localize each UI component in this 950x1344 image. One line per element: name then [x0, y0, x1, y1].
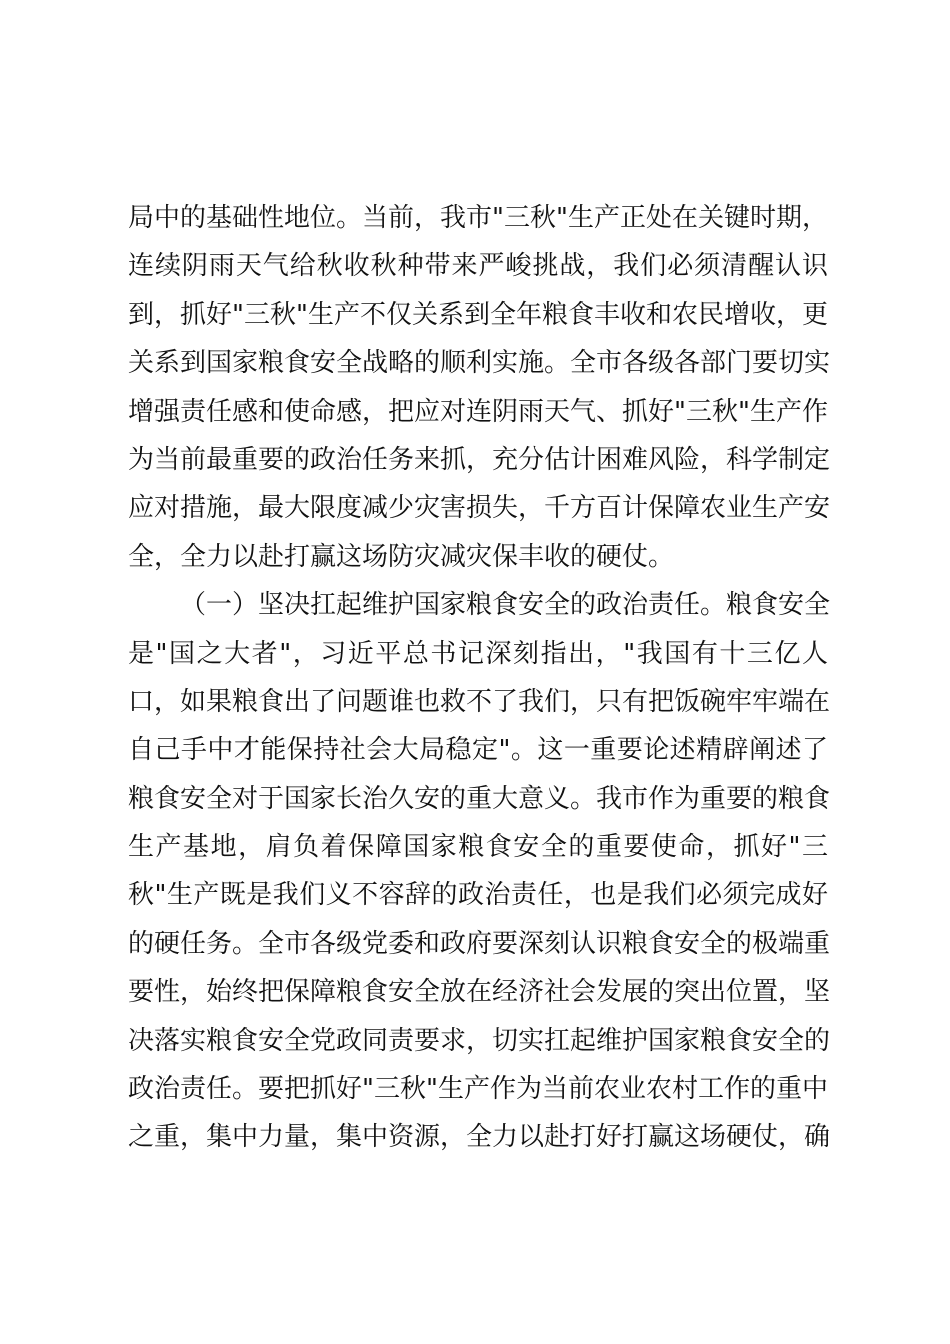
- text-line: 生产基地，肩负着保障国家粮食安全的重要使命，抓好"三: [128, 832, 828, 863]
- text-line: 政治责任。要把抓好"三秋"生产作为当前农业农村工作的重中: [128, 1074, 828, 1105]
- text-line: 的硬任务。全市各级党委和政府要深刻认识粮食安全的极端重: [128, 928, 831, 959]
- text-line: 应对措施，最大限度减少灾害损失，千方百计保障农业生产安: [128, 493, 831, 524]
- text-line: 全，全力以赴打赢这场防灾减灾保丰收的硬仗。: [128, 541, 675, 572]
- section-heading-line: （一）坚决扛起维护国家粮食安全的政治责任。粮食安全: [180, 590, 831, 621]
- text-line: 决落实粮食安全党政同责要求，切实扛起维护国家粮食安全的: [128, 1025, 831, 1056]
- paragraph-2: [128, 581, 831, 1162]
- text-line: 是"国之大者"，习近平总书记深刻指出，"我国有十三亿人: [128, 638, 828, 669]
- text-line: 口，如果粮食出了问题谁也救不了我们，只有把饭碗牢牢端在: [128, 686, 831, 717]
- text-line: 要性，始终把保障粮食安全放在经济社会发展的突出位置，坚: [128, 977, 831, 1008]
- text-line: 关系到国家粮食安全战略的顺利实施。全市各级各部门要切实: [128, 348, 831, 379]
- text-line: 到，抓好"三秋"生产不仅关系到全年粮食丰收和农民增收，更: [128, 299, 828, 330]
- text-line: 连续阴雨天气给秋收秋种带来严峻挑战，我们必须清醒认识: [128, 251, 828, 282]
- text-line: 为当前最重要的政治任务来抓，充分估计困难风险，科学制定: [128, 444, 831, 475]
- text-line: 粮食安全对于国家长治久安的重大意义。我市作为重要的粮食: [128, 783, 831, 814]
- text-line: 秋"生产既是我们义不容辞的政治责任，也是我们必须完成好: [128, 880, 828, 911]
- body-text: [128, 194, 831, 1162]
- text-line: 之重，集中力量，集中资源，全力以赴打好打赢这场硬仗，确: [128, 1122, 831, 1153]
- text-line: 局中的基础性地位。当前，我市"三秋"生产正处在关键时期，: [128, 203, 828, 233]
- paragraph-1: [128, 194, 831, 581]
- text-line: 自己手中才能保持社会大局稳定"。这一重要论述精辟阐述了: [128, 735, 828, 766]
- text-line: 增强责任感和使命感，把应对连阴雨天气、抓好"三秋"生产作: [128, 396, 828, 427]
